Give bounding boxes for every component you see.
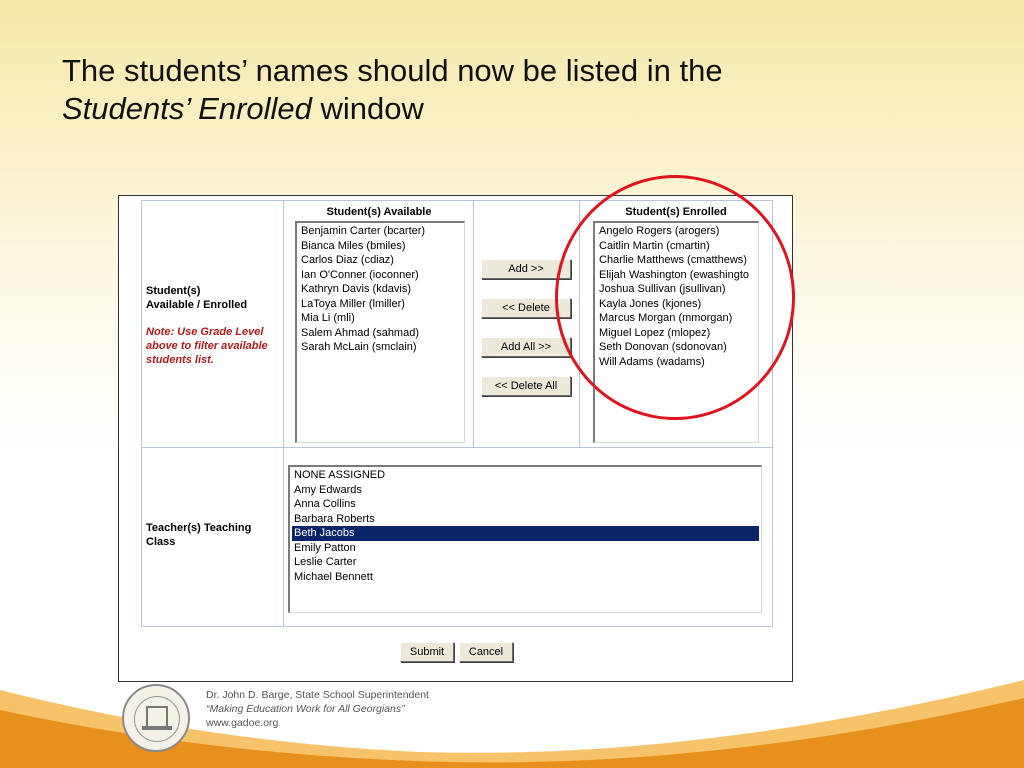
available-student-option[interactable]: Benjamin Carter (bcarter): [301, 225, 426, 237]
teachers-column: [285, 448, 772, 626]
delete-button[interactable]: << Delete: [481, 298, 571, 318]
available-students-listbox[interactable]: [295, 221, 465, 443]
slide-title-emphasis: Students’ Enrolled: [62, 91, 312, 126]
available-student-option[interactable]: Sarah McLain (smclain): [301, 341, 417, 353]
enrolled-students-listbox[interactable]: [593, 221, 759, 443]
teachers-listbox[interactable]: [288, 465, 762, 613]
enrollment-form-screenshot: [118, 195, 793, 682]
available-student-option[interactable]: Ian O'Conner (ioconner): [301, 268, 419, 281]
delete-all-button[interactable]: << Delete All: [481, 376, 571, 396]
enrolled-student-option[interactable]: Marcus Morgan (mmorgan): [599, 312, 733, 324]
footer-superintendent: Dr. John D. Barge, State School Superintendent: [206, 689, 429, 701]
available-student-option[interactable]: Bianca Miles (bmiles): [301, 239, 406, 252]
add-all-button[interactable]: Add All >>: [481, 337, 571, 357]
teacher-option[interactable]: NONE ASSIGNED: [294, 469, 386, 481]
available-student-option[interactable]: Carlos Diaz (cdiaz): [301, 254, 394, 266]
available-student-option[interactable]: Mia Li (mli): [301, 312, 355, 324]
cancel-button[interactable]: Cancel: [459, 642, 513, 662]
teacher-option[interactable]: Amy Edwards: [294, 483, 362, 496]
students-label-cell: [142, 201, 284, 447]
teachers-row-label: Teacher(s) Teaching Class: [146, 522, 252, 548]
enrolled-student-option[interactable]: Miguel Lopez (mlopez): [599, 326, 711, 339]
teacher-option[interactable]: Emily Patton: [294, 541, 356, 554]
footer-website: www.gadoe.org: [206, 717, 279, 729]
teacher-option[interactable]: Barbara Roberts: [294, 512, 375, 525]
enrolled-student-option[interactable]: Angelo Rogers (arogers): [599, 225, 720, 237]
enrolled-student-option[interactable]: Kayla Jones (kjones): [599, 297, 702, 310]
available-student-option[interactable]: Salem Ahmad (sahmad): [301, 326, 419, 339]
enrolled-header: Student(s) Enrolled: [625, 206, 727, 218]
enrolled-column: [580, 201, 772, 447]
slide-title-rest: window: [311, 91, 424, 126]
teacher-option[interactable]: Beth Jacobs: [292, 526, 759, 541]
enrolled-student-option[interactable]: Charlie Matthews (cmatthews): [599, 254, 747, 266]
teachers-label-cell: [142, 448, 284, 626]
slide-title-line1: The students’ names should now be listed in the: [62, 53, 723, 88]
enrolled-student-option[interactable]: Joshua Sullivan (jsullivan): [599, 283, 726, 295]
teacher-option[interactable]: Anna Collins: [294, 498, 356, 510]
available-column: [285, 201, 474, 447]
available-header: Student(s) Available: [326, 206, 432, 218]
grade-filter-note: Note: Use Grade Level above to filter available students list.: [146, 326, 268, 366]
enrolled-student-option[interactable]: Elijah Washington (ewashingto: [599, 268, 750, 281]
available-student-option[interactable]: LaToya Miller (lmiller): [301, 297, 405, 310]
slide-title: [62, 52, 962, 128]
teacher-option[interactable]: Michael Bennett: [294, 570, 373, 583]
available-student-option[interactable]: Kathryn Davis (kdavis): [301, 283, 412, 295]
students-row-label: Student(s) Available / Enrolled: [146, 285, 248, 311]
enrolled-student-option[interactable]: Seth Donovan (sdonovan): [599, 341, 727, 353]
transfer-buttons-column: [474, 201, 580, 447]
teacher-option[interactable]: Leslie Carter: [294, 556, 357, 568]
enrolled-student-option[interactable]: Will Adams (wadams): [599, 355, 705, 368]
enrolled-student-option[interactable]: Caitlin Martin (cmartin): [599, 239, 710, 252]
students-row: [142, 201, 772, 448]
footer-credits: [206, 688, 429, 730]
add-button[interactable]: Add >>: [481, 259, 571, 279]
footer-tagline: “Making Education Work for All Georgians”: [206, 703, 405, 715]
georgia-doe-seal: [122, 684, 190, 752]
form-table: [141, 200, 773, 627]
seal-arch-icon: [146, 706, 168, 726]
submit-button[interactable]: Submit: [400, 642, 454, 662]
teachers-row: [142, 448, 772, 626]
